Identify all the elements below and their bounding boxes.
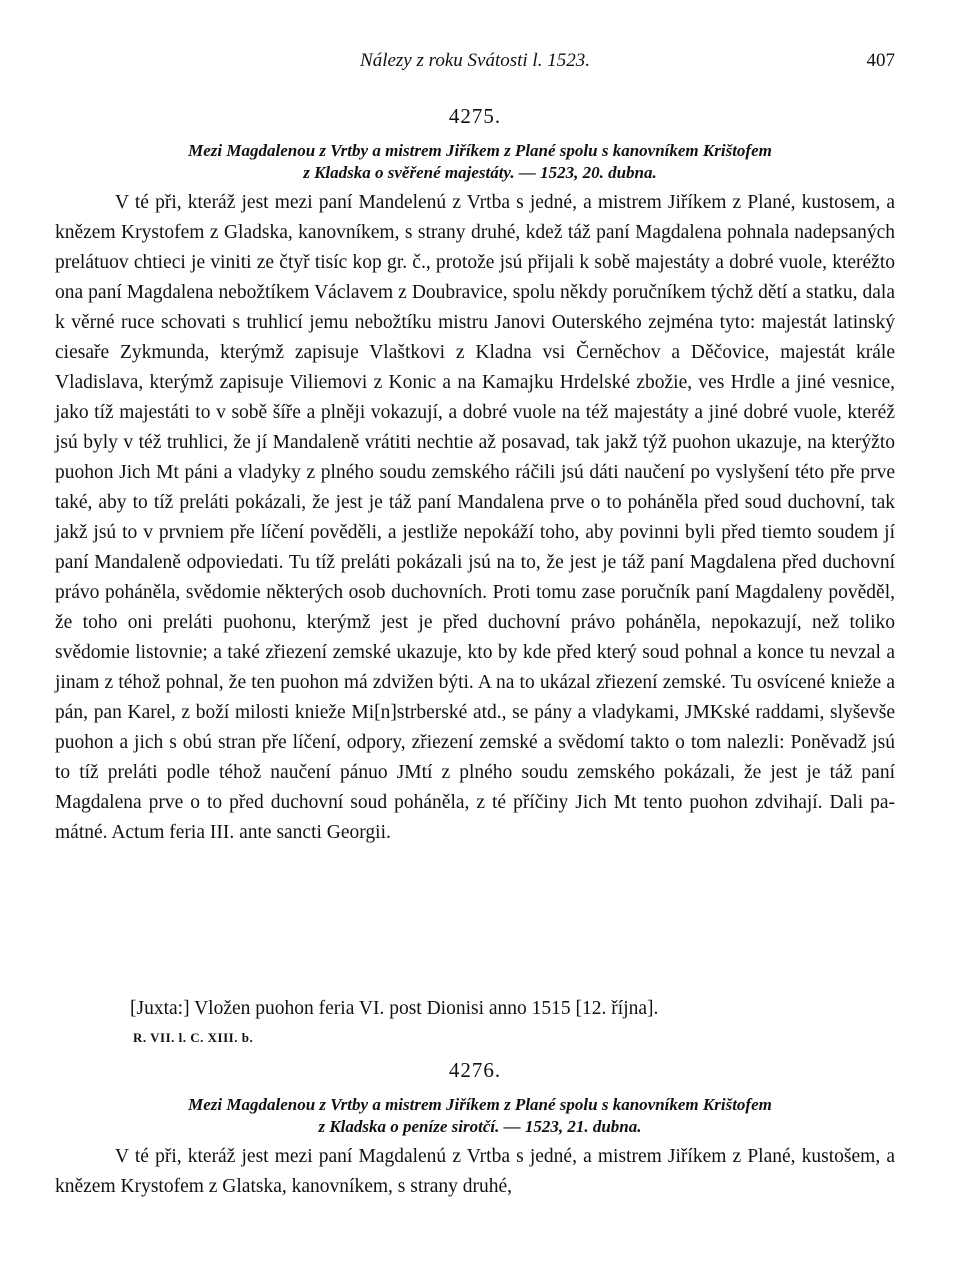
entry-heading-line: z Kladska o svěřené majestáty. — 1523, 20. dubna. <box>303 163 657 182</box>
entry-number: 4275. <box>448 104 502 128</box>
entry-heading-line: Mezi Magdalenou z Vrtby a mistrem Jiříkem z Plané spolu s kanovníkem Krištofem <box>188 1095 772 1114</box>
entry-body: V té při, kteráž jest mezi paní Magdalenú z Vrtba s jedné, a mistrem Jiříkem z Plané, kustošem, a knězem Krystofem z Glatska, kanovníkem, s strany druhé, <box>55 1146 895 1197</box>
entry-heading-line: z Kladska o peníze sirotčí. — 1523, 21. dubna. <box>318 1117 642 1136</box>
entry-body: V té při, kteráž jest mezi paní Mandelenú z Vrtba s jedné, a mistrem Jiříkem z Plané, kustosem, a knězem Krystofem z Gladska, kanovníkem, s strany druhé, kdež táž paní Magdalena pohnala nadepsaných prelátuov chtieci je viniti ze čtyř tisíc kop gr. č., protože jsú přijali k sobě majestáty a dobré vuole, kteréžto ona paní Magdalena nebožtíkem Václavem z Doubravice, spolu někdy poručníkem týchž dětí a statku, dala k věrné ruce schovati s truhlicí jemu nebožtíku mistru Janovi Outerského zejména tyto: majestát latinský ciesaře Zykmunda, kterýmž zapisuje Vlaštkovi z Kladna vsi Černěchov a Děčovice, majestát krále Vladislava, kterýmž zapisuje Viliemovi z Konic a na Kamajku Hrdelské zbožie, ves Hrdle a jiné vesnice, jako tíž majestáti to v sobě šíře a plněji vokazují, a dobré vuole na též majestáty a jiné dobré vuole, kteréž jsú byly v též truhlici, že jí Mandaleně vrátiti nechtie až posavad, tak jakž týž puohon ukazuje, na kterýžto puohon Jich Mt páni a vladyky z plného soudu zemského ráčili jsú dáti naučení po vyslyšení této pře prve také, aby to tíž preláti pokázali, že jest je táž paní Mandalena prve o to poháněla před soud duchovní, tak jakž jsú to v prvniem pře líčení pověděli, a jestliže nepokáží toho, aby povinni byli před tiemto soudem jí paní Mandaleně odpoviedati. Tu tíž preláti pokázali jsú na to, že jest je táž paní Magdalena před duchovní právo poháněla, svědomie některých osob duchovních. Proti tomu zase poručník paní Magdaleny pověděl, že toho oni preláti puohonu, kterýmž jest je před duchovní právo poháněla, nepokazují, než toliko svědomie listovnie; a také zřiezení zemské ukazuje, kto by kde před který soud pohnal a konce tu nevzal a jinam z téhož pohnal, že ten puohon má zdvižen býti. A na to ukázal zřiezení zemské. Tu osvícené knieže a pán, pan Karel, z boží milosti knieže Mi[n]strberské atd., se pány a vladykami, JMKské raddami, slyševše puohon a jich s obú stran pře líčení, odpory, zřiezení zemské a svědomí takto o tom nalezli: Poněvadž jsú to tíž preláti podle téhož naučení pánuo JMtí z plného soudu zemského pokázali, že jest je táž paní Magdalena prve o to před duchovní soud poháněla, z té příčiny Jich Mt tento puohon zdvihají. Dali památné. Actum feria III. ante sancti Georgii. <box>55 192 895 843</box>
entry-heading <box>75 140 885 184</box>
juxta-note: [Juxta:] Vložen puohon feria VI. post Dionisi anno 1515 [12. října]. <box>130 998 659 1019</box>
running-title: Nálezy z roku Svátosti l. 1523. <box>360 50 590 71</box>
entry-number: 4276. <box>448 1058 502 1082</box>
page-number: 407 <box>866 50 895 71</box>
running-head <box>55 50 895 74</box>
entry-heading <box>75 1094 885 1138</box>
source-reference: R. VII. l. C. XIII. b. <box>133 1030 254 1045</box>
entry-heading-line: Mezi Magdalenou z Vrtby a mistrem Jiříkem z Plané spolu s kanovníkem Krištofem <box>188 141 772 160</box>
